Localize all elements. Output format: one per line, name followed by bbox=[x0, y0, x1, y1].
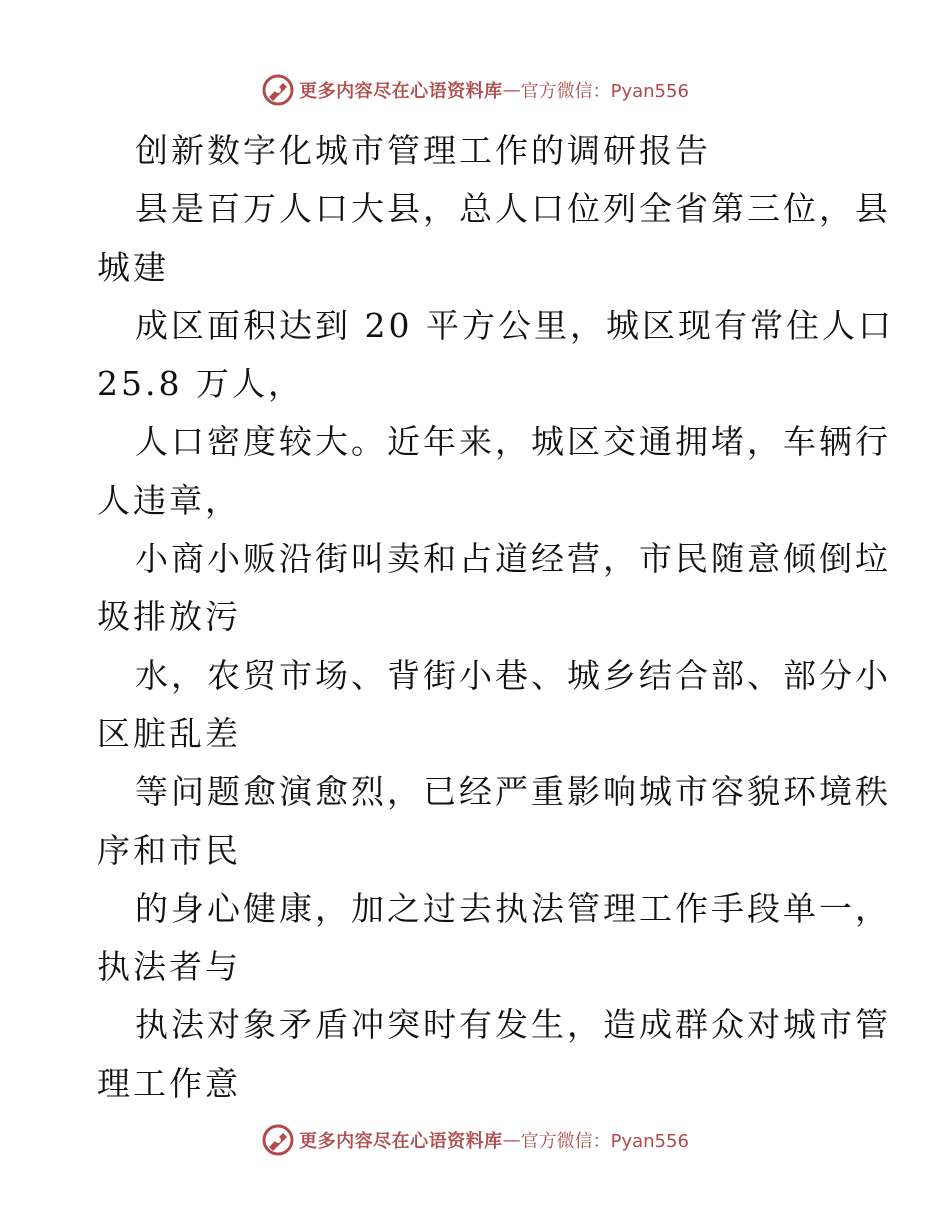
document-body bbox=[97, 122, 894, 1113]
text-line: 成区面积达到 20 平方公里，城区现有常住人口 bbox=[135, 305, 894, 345]
text-line: 城建 bbox=[97, 247, 169, 287]
text-line: 序和市民 bbox=[97, 830, 241, 870]
document-title: 创新数字化城市管理工作的调研报告 bbox=[135, 131, 711, 170]
text-line: 执法者与 bbox=[97, 947, 241, 987]
text-line: 人违章， bbox=[97, 480, 241, 520]
text-line: 执法对象矛盾冲突时有发生，造成群众对城市管 bbox=[135, 1005, 891, 1045]
banner-separator: — bbox=[502, 1129, 521, 1151]
pen-logo-icon bbox=[261, 73, 295, 107]
text-line: 理工作意 bbox=[97, 1063, 241, 1103]
text-line: 区脏乱差 bbox=[97, 713, 241, 753]
banner-wechat: 官方微信：Pyan556 bbox=[520, 1131, 689, 1152]
banner-wechat: 官方微信：Pyan556 bbox=[520, 81, 689, 102]
text-line: 小商小贩沿街叫卖和占道经营，市民随意倾倒垃 bbox=[135, 539, 891, 579]
banner-title: 更多内容尽在心语资料库 bbox=[299, 81, 503, 102]
banner-title: 更多内容尽在心语资料库 bbox=[299, 1131, 503, 1152]
text-line: 的身心健康，加之过去执法管理工作手段单一， bbox=[135, 888, 891, 928]
text-line: 水，农贸市场、背街小巷、城乡结合部、部分小 bbox=[135, 655, 891, 695]
pen-logo-icon bbox=[261, 1123, 295, 1157]
header-banner bbox=[0, 72, 950, 108]
text-line: 25.8 万人， bbox=[97, 364, 304, 404]
text-line: 圾排放污 bbox=[97, 597, 241, 637]
text-line: 人口密度较大。近年来，城区交通拥堵，车辆行 bbox=[135, 422, 891, 462]
text-line: 等问题愈演愈烈，已经严重影响城市容貌环境秩 bbox=[135, 772, 891, 812]
footer-banner bbox=[0, 1122, 950, 1158]
banner-separator: — bbox=[502, 79, 521, 101]
text-line: 县是百万人口大县，总人口位列全省第三位，县 bbox=[135, 189, 891, 229]
